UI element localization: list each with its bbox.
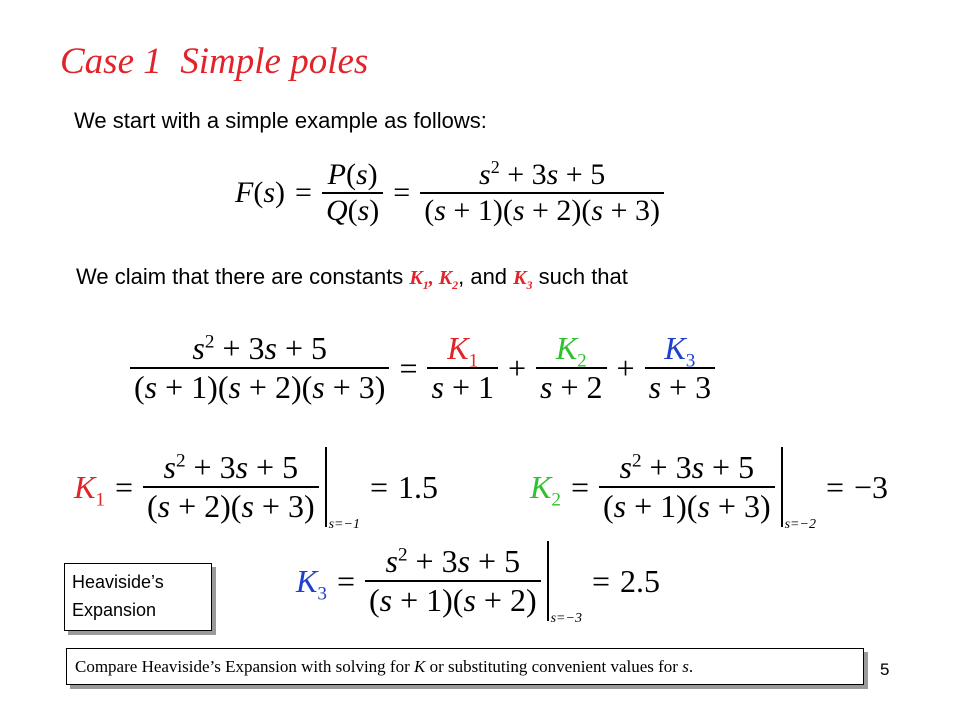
claim-text: We claim that there are constants $K_1$, $K_2$, and $K_3$ such that — [76, 264, 628, 292]
intro-text: We start with a simple example as follows: — [74, 108, 487, 133]
partial-fraction-equation: $\frac{s^2 + 3s + 5}{(s + 1)(s + 2)(s + 3)}$ = $\frac{K_1}{s + 1}$ + $\frac{K_2}{s + 2}$ + $\frac{K_3}{s + 3}$ — [130, 330, 715, 406]
k3-equation: $K_3$ = $\frac{s^2 + 3s + 5}{(s + 1)(s + 2)}$ s=−3 = 2.5 — [296, 543, 660, 626]
page-number: 5 — [880, 660, 890, 679]
k2-label: $K_2$ — [438, 267, 459, 292]
comparison-note: Compare Heaviside’s Expansion with solving for K or substituting convenient values for s. — [66, 648, 864, 685]
k1-label: $K_1$ — [409, 267, 429, 292]
k1-equation: $K_1$ = $\frac{s^2 + 3s + 5}{(s + 2)(s + 3)}$ s=−1 = 1.5 — [74, 449, 438, 532]
heaviside-expansion-box: Heaviside’s Expansion — [64, 563, 212, 631]
k2-equation: $K_2$ = $\frac{s^2 + 3s + 5}{(s + 1)(s + 3)}$ s=−2 = −3 — [530, 449, 889, 532]
k3-label: $K_3$ — [513, 267, 533, 292]
fs-equation: F ( s ) = $\frac{P(s)}{Q(s)}$ = $\frac{s^2 + 3s + 5}{(s + 1)(s + 2)(s + 3)}$ — [235, 158, 664, 228]
slide-title: Case 1 Simple poles — [60, 41, 369, 82]
